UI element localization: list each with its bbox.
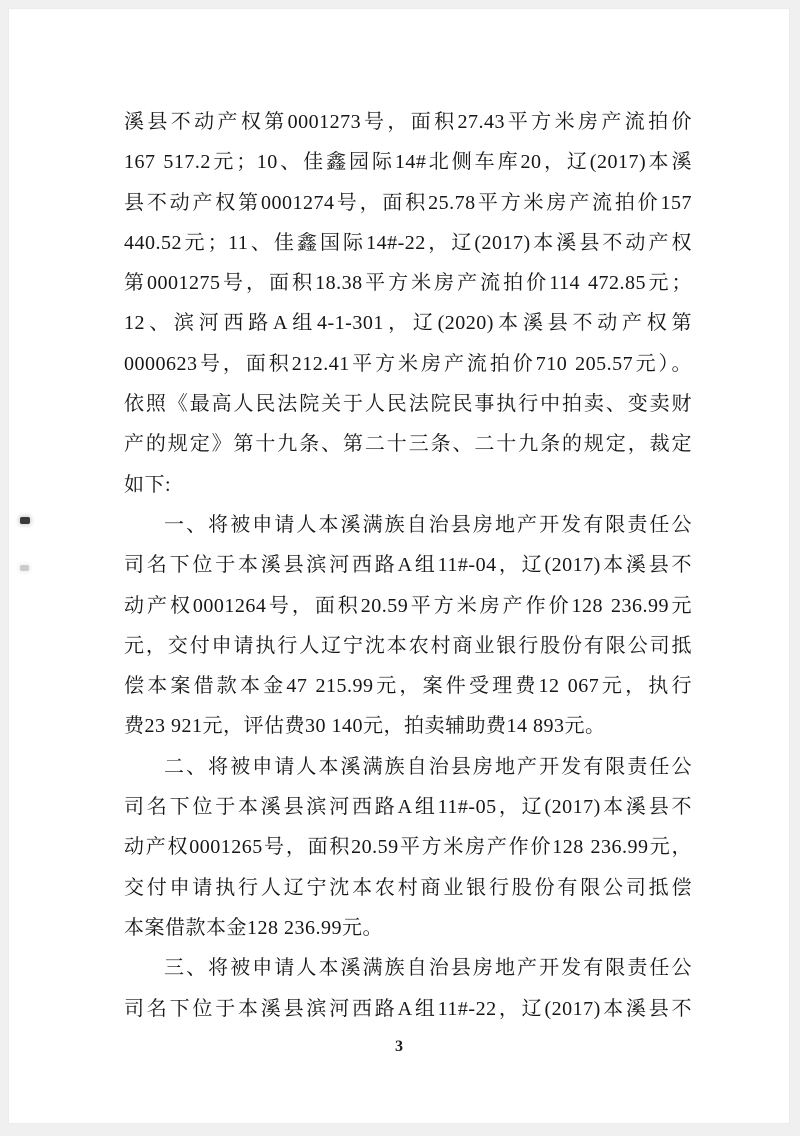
text-line: 本案借款本金128 236.99元。 [124, 916, 383, 939]
text-line: 动产权0001264号，面积20.59平方米房产作价128 236.99元 [124, 594, 692, 617]
text-line: 第0001275号，面积18.38平方米房产流拍价114 472.85元； [124, 272, 692, 295]
text-line: 溪县不动产权第0001273号，面积27.43平方米房产流拍价 [124, 111, 692, 133]
text-line: 交付申请执行人辽宁沈本农村商业银行股份有限公司抵偿 [124, 876, 692, 899]
scan-artifact-mark [20, 517, 30, 524]
document-body-text [124, 102, 692, 1029]
text-line: 三、将被申请人本溪满族自治县房地产开发有限责任公 [164, 957, 692, 980]
text-line: 司名下位于本溪县滨河西路A组11#-22，辽(2017)本溪县不 [124, 997, 692, 1020]
text-line: 司名下位于本溪县滨河西路A组11#-04，辽(2017)本溪县不 [124, 554, 692, 577]
text-line: 动产权0001265号，面积20.59平方米房产作价128 236.99元， [124, 836, 692, 859]
text-line: 12、滨河西路A组4-1-301，辽(2020)本溪县不动产权第 [124, 312, 692, 335]
text-line: 产的规定》第十九条、第二十三条、二十九条的规定，裁定 [124, 433, 692, 456]
text-line: 二、将被申请人本溪满族自治县房地产开发有限责任公 [164, 755, 692, 778]
text-line: 偿本案借款本金47 215.99元，案件受理费12 067元，执行 [124, 675, 692, 698]
text-line: 一、将被申请人本溪满族自治县房地产开发有限责任公 [164, 513, 692, 536]
text-line: 费23 921元，评估费30 140元，拍卖辅助费14 893元。 [124, 715, 606, 738]
text-line: 县不动产权第0001274号，面积25.78平方米房产流拍价157 [124, 191, 692, 214]
text-line: 如下: [124, 473, 172, 496]
document-page [8, 8, 790, 1124]
text-line: 440.52元；11、佳鑫国际14#-22，辽(2017)本溪县不动产权 [124, 231, 692, 254]
text-line: 0000623号，面积212.41平方米房产流拍价710 205.57元）。 [124, 352, 692, 375]
text-line: 依照《最高人民法院关于人民法院民事执行中拍卖、变卖财 [124, 393, 692, 416]
text-line: 司名下位于本溪县滨河西路A组11#-05，辽(2017)本溪县不 [124, 796, 692, 819]
text-line: 167 517.2元；10、佳鑫园际14#北侧车库20，辽(2017)本溪 [124, 151, 692, 174]
page-number: 3 [395, 1038, 403, 1055]
scan-artifact-mark [20, 565, 29, 571]
text-line: 元，交付申请执行人辽宁沈本农村商业银行股份有限公司抵 [124, 634, 692, 657]
